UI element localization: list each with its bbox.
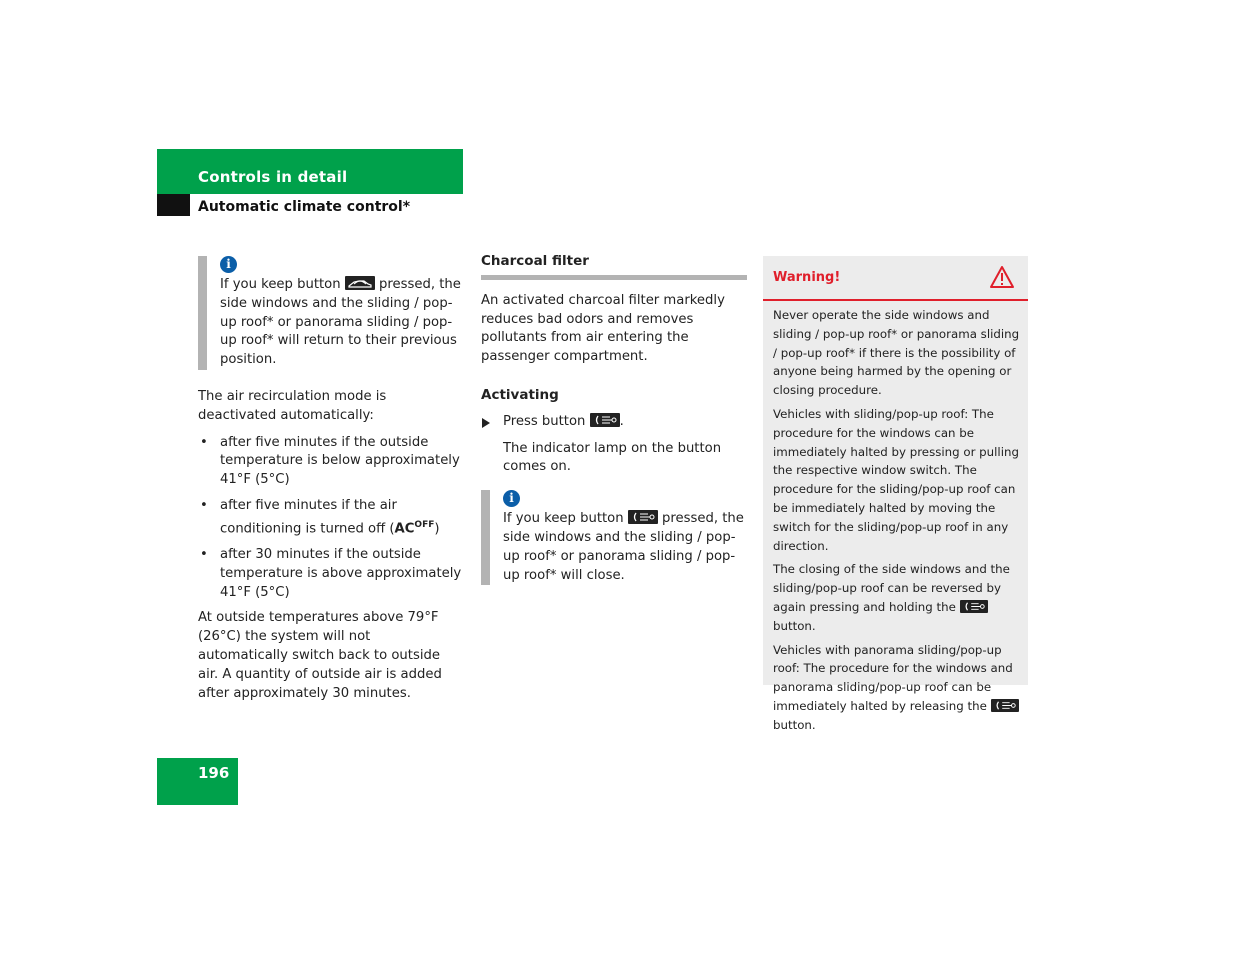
info-text: If you keep button pressed, the side windows and the sliding / pop-up roof* or panorama sliding / pop-up roof* will close.	[503, 511, 744, 583]
info-text: If you keep button pressed, the side windows and the sliding / pop-up roof* or panorama sliding / pop-up roof* will return to their previous position.	[220, 277, 461, 368]
section-title: Controls in detail	[198, 168, 348, 186]
recirculation-outro: At outside temperatures above 79°F (26°C) the system will not automatically switch back to outside air. A quantity of outside air is added after approximately 30 minutes.	[198, 610, 442, 701]
car-recirculation-button-icon	[345, 276, 375, 290]
list-item: • after 30 minutes if the outside temperature is above approximately 41°F (5°C)	[198, 546, 464, 602]
warning-box	[763, 256, 1028, 732]
subsection-marker	[157, 194, 190, 216]
ac-off-sup: OFF	[414, 519, 435, 530]
info-icon: i	[220, 256, 237, 273]
info-bar	[198, 256, 207, 370]
warning-body	[763, 301, 1028, 735]
info-note-charcoal	[481, 490, 747, 585]
charcoal-intro: An activated charcoal filter markedly reduces bad odors and removes pollutants from air entering the passenger compartment.	[481, 292, 725, 365]
warning-paragraph: Never operate the side windows and sliding / pop-up roof* or panorama sliding / pop-up roof* if there is the possibility of anyone being harmed by the opening or closing procedure.	[773, 308, 1020, 398]
warning-paragraph: Vehicles with panorama sliding/pop-up roof: The procedure for the windows and panorama sliding/pop-up roof can be immediately halted by releasing the button.	[773, 641, 1020, 735]
charcoal-filter-button-icon	[960, 600, 988, 613]
step-note: The indicator lamp on the button comes on.	[503, 440, 722, 475]
charcoal-filter-button-icon	[628, 510, 658, 524]
info-note-recirculation	[198, 256, 464, 370]
activating-step: Press button .	[481, 413, 747, 432]
list-item: • after five minutes if the air conditioning is turned off $(AC^{OFF})$	[198, 497, 464, 539]
recirculation-bullets	[198, 434, 464, 603]
recirculation-intro: The air recirculation mode is deactivated automatically:	[198, 388, 387, 423]
info-icon: i	[503, 490, 520, 507]
warning-paragraph: The closing of the side windows and the sliding/pop-up roof can be reversed by again pressing and holding the button.	[773, 562, 1010, 633]
subsection-title: Automatic climate control*	[198, 199, 411, 215]
activating-heading: Activating	[481, 386, 559, 403]
charcoal-filter-heading: Charcoal filter	[481, 252, 747, 280]
warning-header	[763, 256, 1028, 301]
charcoal-filter-button-icon	[590, 413, 620, 427]
info-bar	[481, 490, 490, 585]
step-arrow-icon	[482, 418, 490, 428]
warning-title: Warning!	[773, 270, 841, 285]
column-middle	[481, 252, 747, 585]
charcoal-filter-button-icon	[991, 699, 1019, 712]
ac-symbol: AC	[394, 521, 415, 537]
column-left	[198, 256, 464, 703]
warning-paragraph: Vehicles with sliding/pop-up roof: The procedure for the windows can be immediately halted by pressing or pulling the respective window switch. The procedure for the sliding/pop-up roof can be immediately halted by moving the switch for the sliding/pop-up roof in any direction.	[773, 406, 1019, 553]
warning-triangle-icon	[989, 265, 1015, 289]
list-item: • after five minutes if the outside temperature is below approximately 41°F (5°C)	[198, 434, 464, 490]
page-number: 196	[198, 764, 230, 782]
